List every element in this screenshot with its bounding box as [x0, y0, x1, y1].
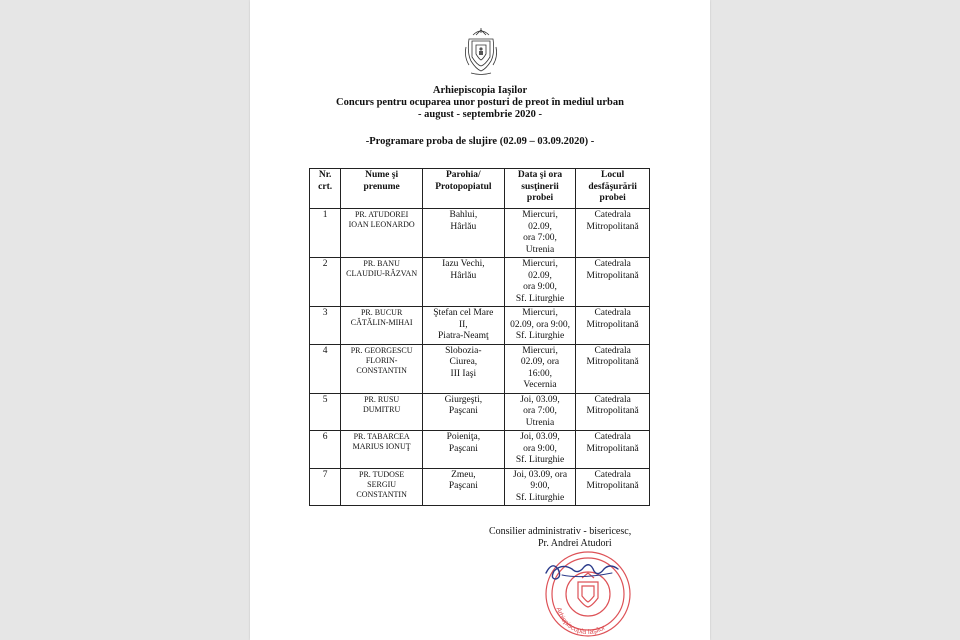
- row-parish: Giurgeşti, Paşcani: [422, 393, 504, 431]
- row-parish: Ştefan cel Mare II, Piatra-Neamţ: [422, 307, 504, 345]
- signatory-role: Consilier administrativ - bisericesc,: [489, 526, 632, 537]
- row-name: PR. GEORGESCU FLORIN- CONSTANTIN: [341, 344, 423, 393]
- row-nr: 5: [310, 393, 341, 431]
- header-parish: Parohia/ Protopopiatul: [422, 169, 504, 209]
- table-row: [310, 431, 650, 469]
- row-name: PR. TABARCEA MARIUS IONUŢ: [341, 431, 423, 469]
- table-header-row: [310, 169, 650, 209]
- row-date: Miercuri, 02.09, ora 9:00, Sf. Liturghie: [504, 307, 576, 345]
- row-nr: 7: [310, 468, 341, 506]
- row-nr: 6: [310, 431, 341, 469]
- stamp-text: Arhiepiscopia Iaşilor: [554, 606, 607, 637]
- signatory-name: Pr. Andrei Atudori: [538, 538, 612, 549]
- row-date: Joi, 03.09, ora 7:00, Utrenia: [504, 393, 576, 431]
- table-row: [310, 344, 650, 393]
- row-name: PR. BANU CLAUDIU-RĂZVAN: [341, 258, 423, 307]
- contest-title: Concurs pentru ocuparea unor posturi de preot în mediul urban: [336, 97, 624, 108]
- row-date: Miercuri, 02.09, ora 16:00, Vecernia: [504, 344, 576, 393]
- header-date: Data şi ora susţinerii probei: [504, 169, 576, 209]
- row-date: Miercuri, 02.09, ora 9:00, Sf. Liturghie: [504, 258, 576, 307]
- row-parish: Zmeu, Paşcani: [422, 468, 504, 506]
- row-place: Catedrala Mitropolitană: [576, 258, 650, 307]
- row-date: Miercuri, 02.09, ora 7:00, Utrenia: [504, 209, 576, 258]
- row-nr: 4: [310, 344, 341, 393]
- table-row: [310, 209, 650, 258]
- row-place: Catedrala Mitropolitană: [576, 307, 650, 345]
- row-name: PR. TUDOSE SERGIU CONSTANTIN: [341, 468, 423, 506]
- header-place: Locul desfăşurării probei: [576, 169, 650, 209]
- row-name: PR. ATUDOREI IOAN LEONARDO: [341, 209, 423, 258]
- row-date: Joi, 03.09, ora 9:00, Sf. Liturghie: [504, 468, 576, 506]
- table-row: [310, 393, 650, 431]
- contest-period: - august - septembrie 2020 -: [418, 109, 542, 120]
- row-nr: 2: [310, 258, 341, 307]
- archdiocese-crest-icon: [463, 27, 499, 77]
- table-row: [310, 468, 650, 506]
- schedule-subtitle: -Programare proba de slujire (02.09 – 03.09.2020) -: [365, 136, 595, 147]
- table-row: [310, 307, 650, 345]
- org-title: Arhiepiscopia Iaşilor: [432, 85, 528, 96]
- row-nr: 1: [310, 209, 341, 258]
- table-row: [310, 258, 650, 307]
- row-nr: 3: [310, 307, 341, 345]
- header-name: Nume şi prenume: [341, 169, 423, 209]
- handwritten-signature: [542, 555, 622, 585]
- row-parish: Slobozia- Ciurea, III Iaşi: [422, 344, 504, 393]
- row-name: PR. RUSU DUMITRU: [341, 393, 423, 431]
- row-date: Joi, 03.09, ora 9:00, Sf. Liturghie: [504, 431, 576, 469]
- header-nr: Nr. crt.: [310, 169, 341, 209]
- row-name: PR. BUCUR CĂTĂLIN-MIHAI: [341, 307, 423, 345]
- row-place: Catedrala Mitropolitană: [576, 431, 650, 469]
- row-parish: Bahlui, Hârlău: [422, 209, 504, 258]
- row-parish: Iazu Vechi, Hârlău: [422, 258, 504, 307]
- row-place: Catedrala Mitropolitană: [576, 344, 650, 393]
- schedule-table: [309, 168, 650, 506]
- document-page: [250, 0, 710, 640]
- row-place: Catedrala Mitropolitană: [576, 393, 650, 431]
- row-parish: Poieniţa, Paşcani: [422, 431, 504, 469]
- row-place: Catedrala Mitropolitană: [576, 209, 650, 258]
- row-place: Catedrala Mitropolitană: [576, 468, 650, 506]
